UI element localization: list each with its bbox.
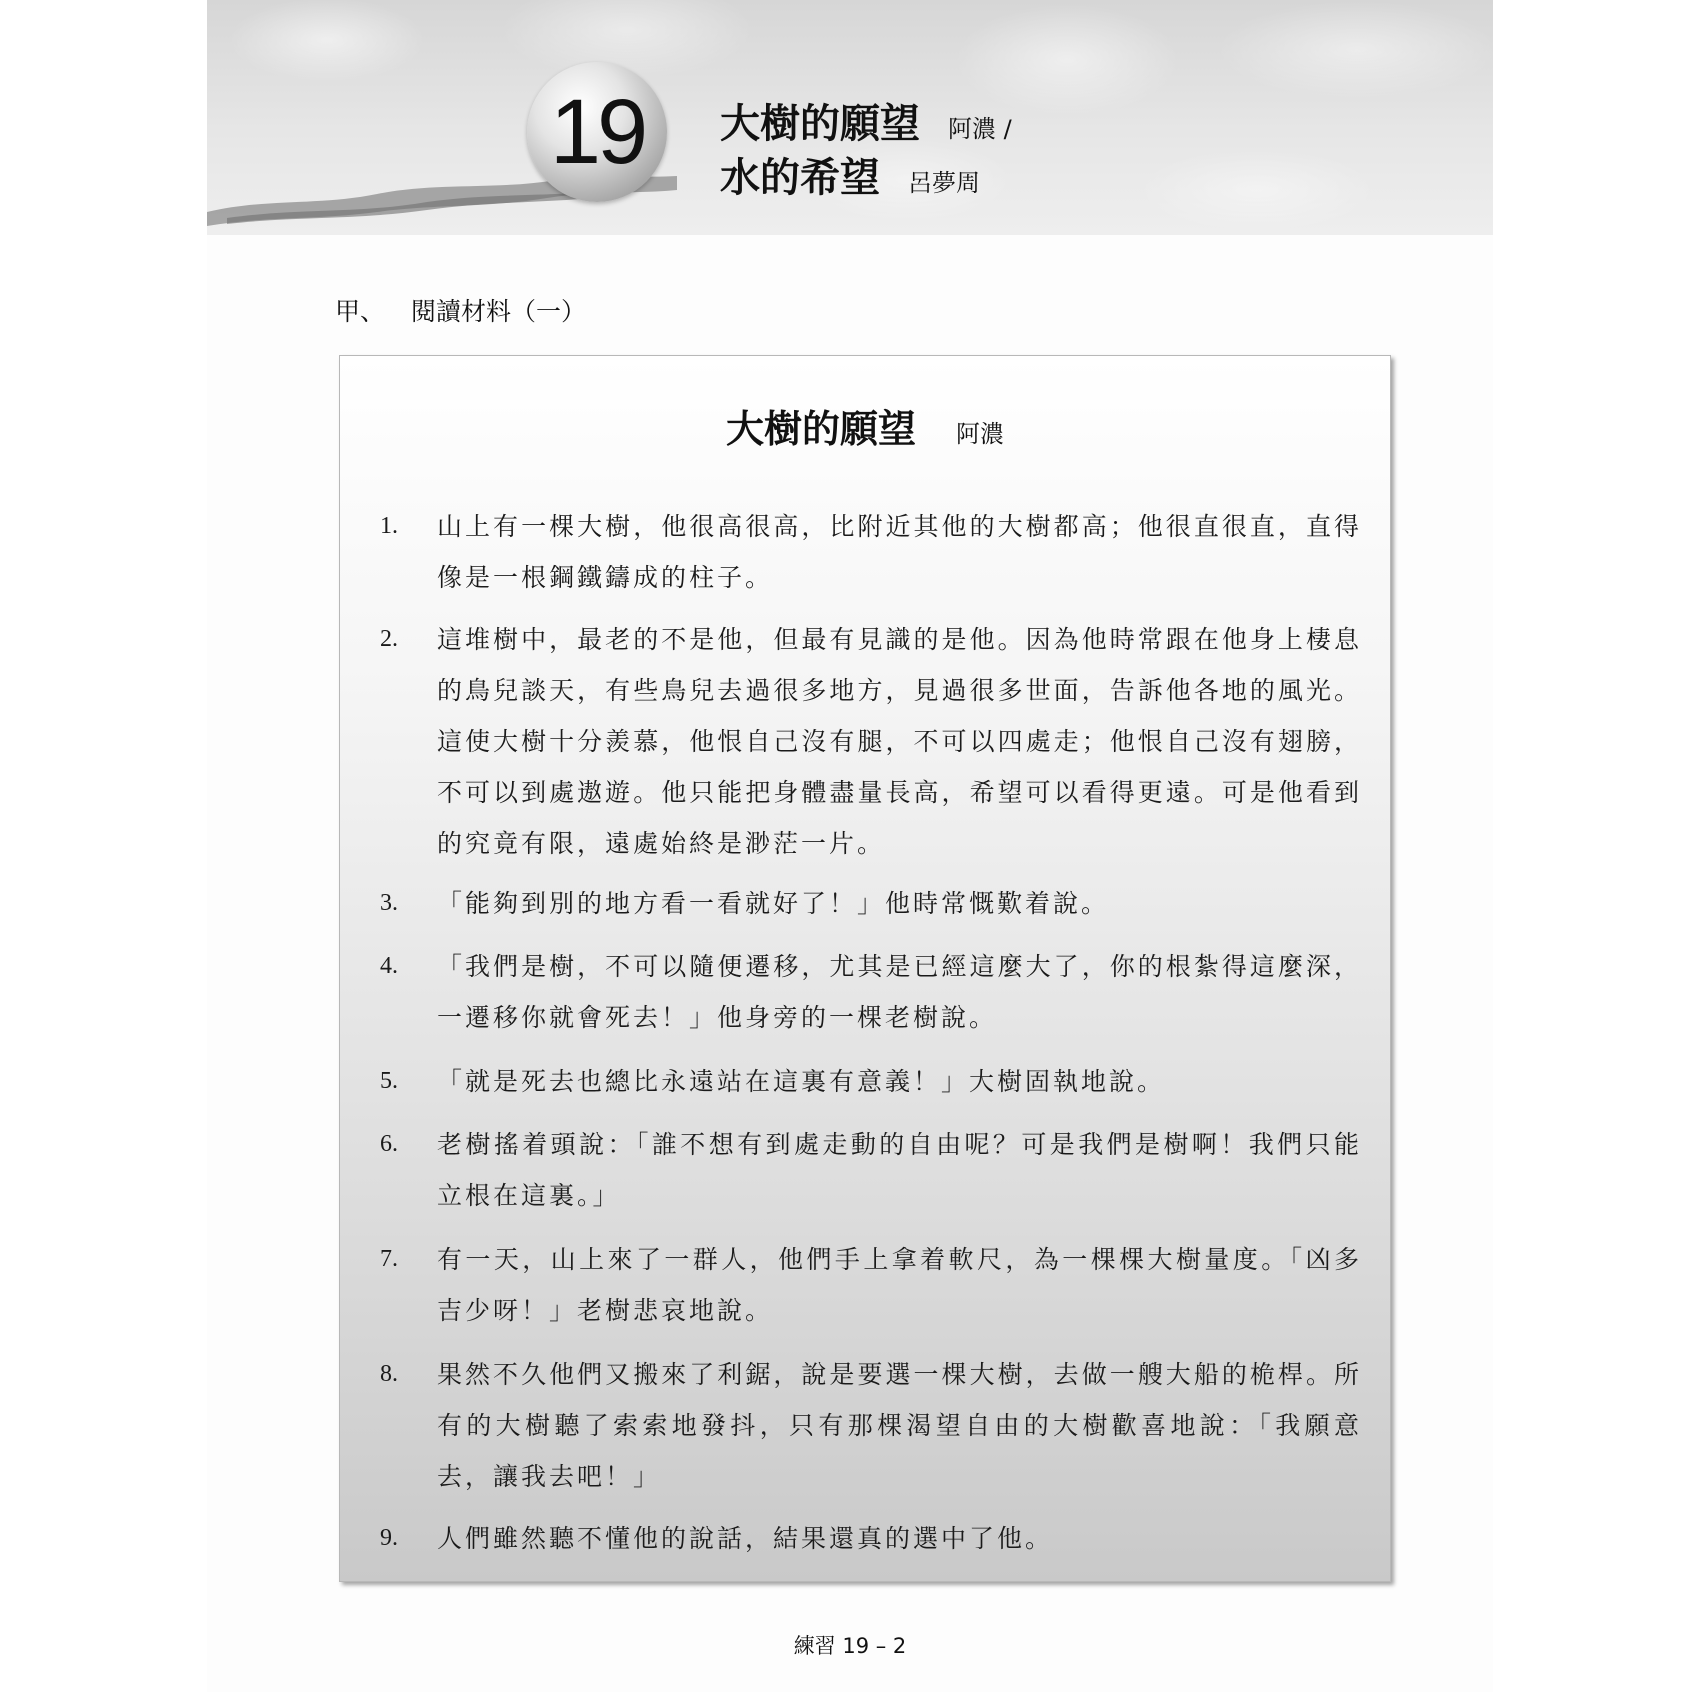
section-marker: 甲、 [335,297,386,326]
lesson-banner [207,0,1493,235]
paragraph-text: 「能夠到別的地方看一看就好了！」他時常慨歎着說。 [437,889,1110,918]
paragraph-number: 9. [380,1525,398,1551]
reading-author: 阿濃 [956,420,1004,448]
paragraph-text: 人們雖然聽不懂他的說話，結果還真的選中了他。 [437,1524,1054,1553]
paragraph-number: 7. [380,1246,398,1272]
paragraph-4 [380,941,1370,1043]
paragraph-2 [380,614,1370,869]
lesson-title-2: 水的希望 [720,155,880,201]
lesson-author-1: 阿濃 / [948,115,1012,143]
paragraph-number: 3. [380,890,398,916]
paragraph-number: 2. [380,626,398,652]
page [207,0,1493,1692]
lesson-title-1: 大樹的願望 [720,101,920,147]
lesson-number: 19 [549,81,645,183]
paragraph-3 [380,878,1370,929]
paragraph-number: 8. [380,1361,398,1387]
paragraph-8 [380,1349,1370,1502]
section-title: 閱讀材料（一） [411,297,587,326]
paragraph-number: 1. [380,513,398,539]
page-footer: 練習 19 – 2 [793,1634,907,1658]
lesson-number-badge [527,62,667,202]
paragraph-5 [380,1056,1370,1107]
paragraph-number: 6. [380,1131,398,1157]
paragraph-number: 5. [380,1068,398,1094]
lesson-title-line-2 [720,146,980,203]
paragraph-7 [380,1234,1370,1336]
paragraph-text: 有一天，山上來了一群人，他們手上拿着軟尺，為一棵棵大樹量度。「凶多吉少呀！」老樹悲哀地說。 [437,1245,1362,1325]
paragraph-text: 老樹搖着頭說：「誰不想有到處走動的自由呢？可是我們是樹啊！我們只能立根在這裏。」 [437,1130,1362,1210]
lesson-author-2: 呂夢周 [908,169,980,197]
reading-title: 大樹的願望 [725,407,916,451]
section-heading [335,292,586,328]
paragraph-number: 4. [380,953,398,979]
paragraph-1 [380,501,1370,603]
reading-material-box [339,355,1391,1582]
paragraph-text: 山上有一棵大樹，他很高很高，比附近其他的大樹都高；他很直很直，直得像是一根鋼鐵鑄成的柱子。 [437,512,1362,592]
paragraph-9 [380,1513,1370,1564]
paragraph-text: 果然不久他們又搬來了利鋸，說是要選一棵大樹，去做一艘大船的桅桿。所有的大樹聽了索索地發抖，只有那棵渴望自由的大樹歡喜地說：「我願意去，讓我去吧！」 [437,1360,1362,1491]
paragraph-6 [380,1119,1370,1221]
reading-title-line [340,398,1390,453]
paragraph-text: 這堆樹中，最老的不是他，但最有見識的是他。因為他時常跟在他身上棲息的鳥兒談天，有些鳥兒去過很多地方，見過很多世面，告訴他各地的風光。這使大樹十分羨慕，他恨自己沒有腿，不可以四處走；他恨自己沒有翅膀，不可以到處遨遊。他只能把身體盡量長高，希望可以看得更遠。可是他看到的究竟有限，遠處始終是渺茫一片。 [437,625,1362,858]
lesson-title-line-1 [720,92,1012,149]
paragraph-text: 「就是死去也總比永遠站在這裏有意義！」大樹固執地說。 [437,1067,1166,1096]
paragraph-text: 「我們是樹，不可以隨便遷移，尤其是已經這麼大了，你的根紮得這麼深，一遷移你就會死去！」他身旁的一棵老樹說。 [437,952,1362,1032]
